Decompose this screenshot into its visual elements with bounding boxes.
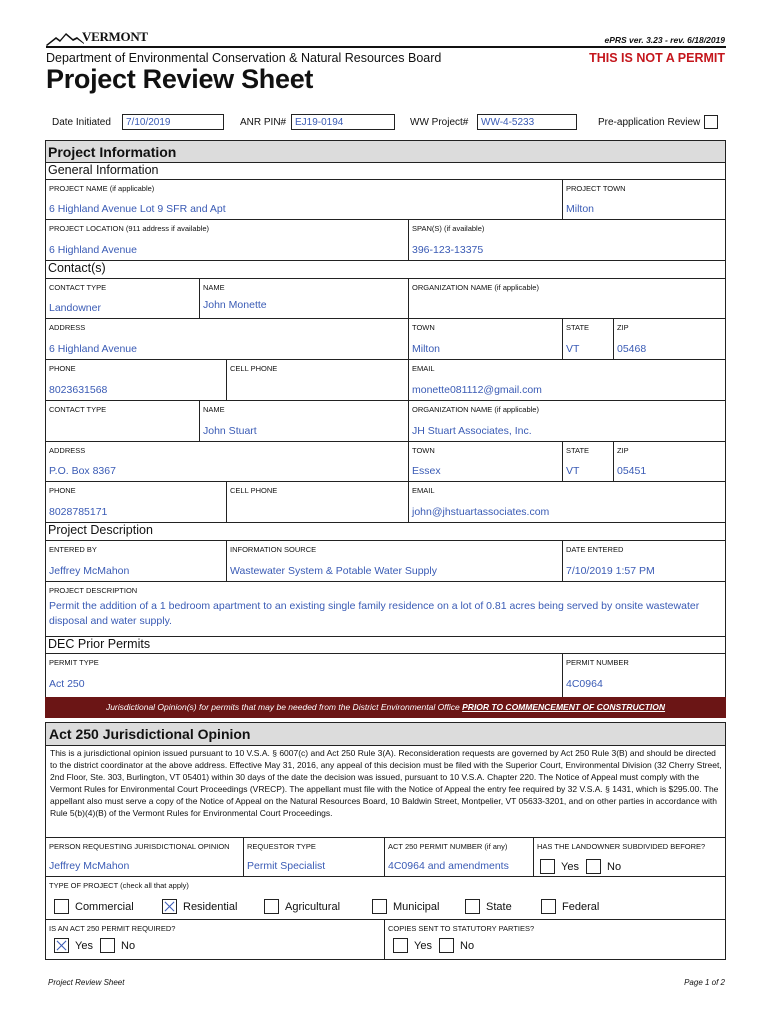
subdivided-label: HAS THE LANDOWNER SUBDIVIDED BEFORE? xyxy=(537,842,706,851)
info-source-value: Wastewater System & Potable Water Supply xyxy=(230,565,437,577)
address-label: ADDRESS xyxy=(49,323,86,332)
zip-label: ZIP xyxy=(617,446,629,455)
town-label: TOWN xyxy=(412,323,435,332)
project-description-cell[interactable] xyxy=(46,582,725,637)
anr-pin-label: ANR PIN# xyxy=(240,117,287,128)
project-name-value: 6 Highland Avenue Lot 9 SFR and Apt xyxy=(49,203,226,215)
entered-by-label: ENTERED BY xyxy=(49,545,97,554)
project-type-federal[interactable] xyxy=(541,899,599,914)
contact1-name-cell[interactable] xyxy=(200,279,409,319)
state-label: STATE xyxy=(566,446,590,455)
permit-type-label: PERMIT TYPE xyxy=(49,658,99,667)
contact2-zip-cell[interactable] xyxy=(614,442,725,482)
subdivided-yes-label: Yes xyxy=(561,860,579,873)
project-description-label: PROJECT DESCRIPTION xyxy=(49,586,138,595)
span-value: 396-123-13375 xyxy=(412,244,484,256)
banner-emphasis: PRIOR TO COMMENCEMENT OF CONSTRUCTION xyxy=(462,702,666,712)
permit-required-cell xyxy=(46,920,385,959)
header-rule xyxy=(46,46,726,48)
copies-sent-cell xyxy=(385,920,725,959)
organization-value: JH Stuart Associates, Inc. xyxy=(412,425,532,437)
requester-value: Jeffrey McMahon xyxy=(49,860,130,872)
date-initiated-field[interactable]: 7/10/2019 xyxy=(122,114,224,130)
project-town-label: PROJECT TOWN xyxy=(566,184,626,193)
general-information-heading: General Information xyxy=(46,163,725,180)
vermont-logo xyxy=(46,26,148,46)
contact2-phone-cell[interactable] xyxy=(46,482,227,523)
date-entered-label: DATE ENTERED xyxy=(566,545,624,554)
subdivided-no-label: No xyxy=(607,860,622,873)
department-name: Department of Environmental Conservation & Natural Resources Board xyxy=(46,51,442,65)
project-description-heading: Project Description xyxy=(46,523,725,541)
address-label: ADDRESS xyxy=(49,446,86,455)
date-entered-value: 7/10/2019 1:57 PM xyxy=(566,565,655,577)
email-value: john@jhstuartassociates.com xyxy=(412,506,550,518)
footer-title: Project Review Sheet xyxy=(48,978,125,987)
federal-label: Federal xyxy=(562,900,600,913)
project-type-agricultural[interactable] xyxy=(264,899,340,914)
page-title: Project Review Sheet xyxy=(46,64,314,94)
requester-type-cell[interactable] xyxy=(244,837,385,877)
town-value: Milton xyxy=(412,343,441,355)
logo-text: VERMONT xyxy=(82,29,148,44)
mountain-icon xyxy=(46,30,84,46)
requester-type-value: Permit Specialist xyxy=(247,860,326,872)
email-value: monette081112@gmail.com xyxy=(412,384,542,396)
copies-sent-label: COPIES SENT TO STATUTORY PARTIES? xyxy=(388,924,535,933)
info-source-cell[interactable] xyxy=(227,541,563,582)
banner-text: Jurisdictional Opinion(s) for permits that may be needed from the District Environmental Office xyxy=(105,702,463,712)
organization-label: ORGANIZATION NAME (if applicable) xyxy=(412,405,539,414)
project-town-cell[interactable] xyxy=(563,180,725,220)
contact2-state-cell[interactable] xyxy=(563,442,614,482)
project-town-value: Milton xyxy=(566,203,595,215)
subdivided-yes-checkbox[interactable] xyxy=(540,859,555,874)
subdivided-no-option[interactable] xyxy=(586,859,621,874)
phone-label: PHONE xyxy=(49,486,76,495)
required-yes-checkbox[interactable] xyxy=(54,938,69,953)
town-label: TOWN xyxy=(412,446,435,455)
act250-section xyxy=(45,722,726,960)
cell-phone-label: CELL PHONE xyxy=(230,364,278,373)
name-value: John Stuart xyxy=(203,425,257,437)
ww-project-label: WW Project# xyxy=(410,117,469,128)
address-value: 6 Highland Avenue xyxy=(49,343,137,355)
span-label: SPAN(S) (if available) xyxy=(412,224,485,233)
agricultural-checkbox[interactable] xyxy=(264,899,279,914)
required-no-option[interactable] xyxy=(100,938,135,953)
requester-type-label: REQUESTOR TYPE xyxy=(247,842,316,851)
municipal-label: Municipal xyxy=(393,900,440,913)
permit-type-cell[interactable] xyxy=(46,654,563,698)
contact1-state-cell[interactable] xyxy=(563,319,614,360)
commercial-checkbox[interactable] xyxy=(54,899,69,914)
top-fields xyxy=(46,112,726,134)
residential-checkbox[interactable] xyxy=(162,899,177,914)
contact1-cell-cell[interactable] xyxy=(227,360,409,401)
ww-project-field[interactable]: WW-4-5233 xyxy=(477,114,577,130)
name-label: NAME xyxy=(203,405,225,414)
project-location-label: PROJECT LOCATION (911 address if available) xyxy=(49,224,210,233)
contact1-phone-cell[interactable] xyxy=(46,360,227,401)
subdivided-yes-option[interactable] xyxy=(540,859,579,874)
contact2-org-cell[interactable] xyxy=(409,401,725,442)
permit-required-label: IS AN ACT 250 PERMIT REQUIRED? xyxy=(49,924,176,933)
residential-label: Residential xyxy=(183,900,238,913)
required-no-label: No xyxy=(121,939,136,952)
state-label: STATE xyxy=(566,323,590,332)
contact2-cell-cell[interactable] xyxy=(227,482,409,523)
project-name-cell[interactable] xyxy=(46,180,563,220)
project-type-cell xyxy=(46,877,725,920)
page-number: Page 1 of 2 xyxy=(684,978,725,987)
contact2-name-cell[interactable] xyxy=(200,401,409,442)
phone-label: PHONE xyxy=(49,364,76,373)
requester-cell[interactable] xyxy=(46,837,244,877)
name-value: John Monette xyxy=(203,299,267,311)
zip-value: 05451 xyxy=(617,465,647,477)
municipal-checkbox[interactable] xyxy=(372,899,387,914)
act250-paragraph: This is a jurisdictional opinion issued pursuant to 10 V.S.A. § 6007(c) and Act 250 Rule 3(A). Reconsideration requests are governed by Act 250 Rule 3(B) and should be directed to the district coordinator at the above address. Effective May 31, 2016, any appeal of this decision must be filed with the Superior Court, Environmental Division (32 Cherry Street, 2nd Floor, Ste. 303, Burlington, VT 05401) within 30 days of the date the decision was issued, pursuant to 10 V.S.A. Chapter 220. The Notice of Appeal must comply with the Vermont Rules for Environmental Court Proceedings (VRECP). The appellant must file with the Notice of Appeal the entry fee required by 32 V.S.A. § 1431, which is $295.00. The appellant also must serve a copy of the Notice of Appeal on the Natural Resources Board, 10 Baldwin Street, Montpelier, VT 05633-3201, and on other parties in accordance with Rule 5(b)(4)(B) of the Vermont Rules for Environmental Court Proceedings. xyxy=(50,748,722,818)
project-type-residential[interactable] xyxy=(162,899,237,914)
contact1-email-cell[interactable] xyxy=(409,360,725,401)
project-type-label: TYPE OF PROJECT (check all that apply) xyxy=(49,881,189,890)
preapp-checkbox[interactable] xyxy=(704,115,718,129)
state-value: VT xyxy=(566,465,580,477)
contact1-town-cell[interactable] xyxy=(409,319,563,360)
permit-number-value: 4C0964 xyxy=(566,678,603,690)
jurisdictional-banner xyxy=(45,697,726,718)
date-initiated-label: Date Initiated xyxy=(52,117,111,128)
copies-no-option[interactable] xyxy=(439,938,474,953)
required-no-checkbox[interactable] xyxy=(100,938,115,953)
dec-prior-permits-heading: DEC Prior Permits xyxy=(46,637,725,654)
email-label: EMAIL xyxy=(412,364,435,373)
act250-heading: Act 250 Jurisdictional Opinion xyxy=(46,723,725,746)
version-text: ePRS ver. 3.23 - rev. 6/18/2019 xyxy=(604,35,725,45)
project-name-label: PROJECT NAME (if applicable) xyxy=(49,184,155,193)
project-location-value: 6 Highland Avenue xyxy=(49,244,137,256)
contact1-zip-cell[interactable] xyxy=(614,319,725,360)
required-yes-label: Yes xyxy=(75,939,93,952)
subdivided-cell xyxy=(534,837,725,877)
project-information-section xyxy=(45,140,726,718)
email-label: EMAIL xyxy=(412,486,435,495)
zip-value: 05468 xyxy=(617,343,647,355)
project-information-heading: Project Information xyxy=(46,141,725,163)
copies-no-label: No xyxy=(460,939,475,952)
contacts-heading: Contact(s) xyxy=(46,261,725,279)
contact1-address-cell[interactable] xyxy=(46,319,409,360)
contact-type-label: CONTACT TYPE xyxy=(49,405,107,414)
contact2-email-cell[interactable] xyxy=(409,482,725,523)
project-type-state[interactable] xyxy=(465,899,512,914)
project-location-cell[interactable] xyxy=(46,220,409,261)
requester-label: PERSON REQUESTING JURISDICTIONAL OPINION xyxy=(49,842,230,851)
commercial-label: Commercial xyxy=(75,900,134,913)
state-type-label: State xyxy=(486,900,512,913)
zip-label: ZIP xyxy=(617,323,629,332)
project-description-value: Permit the addition of a 1 bedroom apartment to an existing single family residence on a lot of 0.81 acres being served by onsite wastewater disposal and water supply. xyxy=(49,600,700,627)
contact1-org-cell[interactable] xyxy=(409,279,725,319)
date-entered-cell[interactable] xyxy=(563,541,725,582)
subdivided-no-checkbox[interactable] xyxy=(586,859,601,874)
not-permit-notice: THIS IS NOT A PERMIT xyxy=(589,51,725,65)
state-value: VT xyxy=(566,343,580,355)
project-type-commercial[interactable] xyxy=(54,899,134,914)
phone-value: 8023631568 xyxy=(49,384,108,396)
info-source-label: INFORMATION SOURCE xyxy=(230,545,317,554)
span-cell[interactable] xyxy=(409,220,725,261)
copies-no-checkbox[interactable] xyxy=(439,938,454,953)
contact2-town-cell[interactable] xyxy=(409,442,563,482)
act250-permit-number-cell[interactable] xyxy=(385,837,534,877)
entered-by-cell[interactable] xyxy=(46,541,227,582)
act250-permit-number-value: 4C0964 and amendments xyxy=(388,860,509,872)
entered-by-value: Jeffrey McMahon xyxy=(49,565,130,577)
anr-pin-field[interactable]: EJ19-0194 xyxy=(291,114,395,130)
contact2-type-cell[interactable] xyxy=(46,401,200,442)
state-checkbox[interactable] xyxy=(465,899,480,914)
copies-yes-label: Yes xyxy=(414,939,432,952)
permit-number-cell[interactable] xyxy=(563,654,725,698)
project-type-municipal[interactable] xyxy=(372,899,439,914)
cell-phone-label: CELL PHONE xyxy=(230,486,278,495)
town-value: Essex xyxy=(412,465,441,477)
federal-checkbox[interactable] xyxy=(541,899,556,914)
organization-label: ORGANIZATION NAME (if applicable) xyxy=(412,283,539,292)
copies-yes-option[interactable] xyxy=(393,938,432,953)
contact1-type-cell[interactable] xyxy=(46,279,200,319)
address-value: P.O. Box 8367 xyxy=(49,465,116,477)
phone-value: 8028785171 xyxy=(49,506,108,518)
copies-yes-checkbox[interactable] xyxy=(393,938,408,953)
contact-type-value: Landowner xyxy=(49,302,101,314)
contact2-address-cell[interactable] xyxy=(46,442,409,482)
permit-type-value: Act 250 xyxy=(49,678,85,690)
name-label: NAME xyxy=(203,283,225,292)
contact-type-label: CONTACT TYPE xyxy=(49,283,107,292)
agricultural-label: Agricultural xyxy=(285,900,341,913)
permit-number-label: PERMIT NUMBER xyxy=(566,658,629,667)
act250-permit-number-label: ACT 250 PERMIT NUMBER (if any) xyxy=(388,842,508,851)
required-yes-option[interactable] xyxy=(54,938,93,953)
preapp-label: Pre-application Review xyxy=(598,117,701,128)
